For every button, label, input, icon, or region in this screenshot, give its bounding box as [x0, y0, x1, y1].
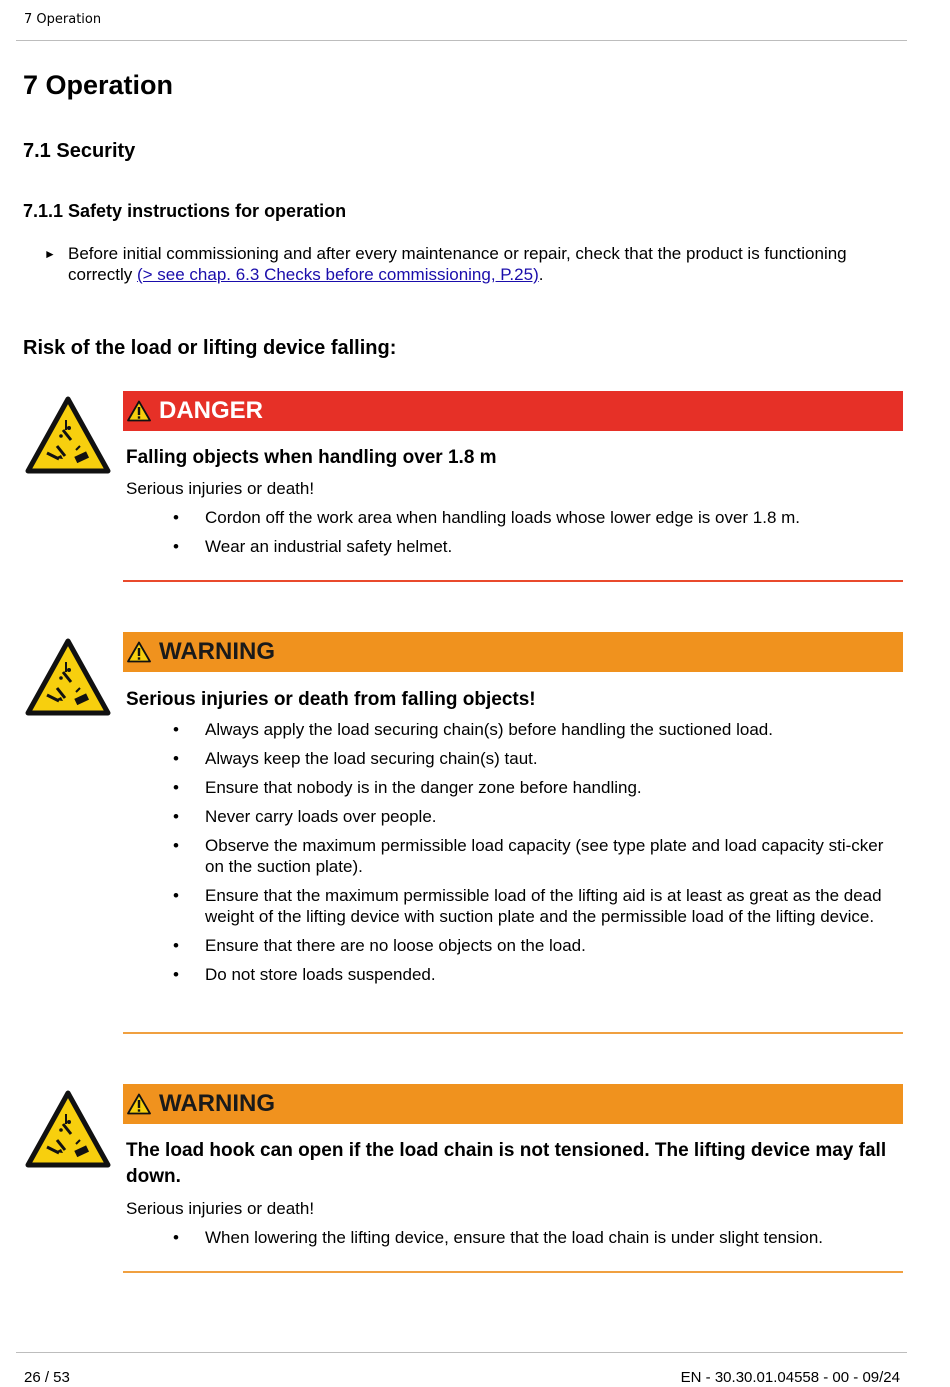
notice-bullet-list — [126, 719, 896, 993]
section-title: 7.1 Security — [23, 140, 136, 162]
notice-end-rule — [123, 1032, 903, 1034]
falling-objects-warning-sign-icon — [25, 396, 111, 474]
list-item: • Cordon off the work area when handling loads whose lower edge is over 1.8 m. — [126, 507, 896, 528]
banner-level: WARNING — [159, 638, 275, 665]
notice-title: The load hook can open if the load chain is not tensioned. The lifting device may fall down. — [126, 1140, 887, 1187]
notice-bullet-list — [126, 507, 896, 565]
banner-level: WARNING — [159, 1090, 275, 1117]
page-number: 26 / 53 — [24, 1369, 70, 1386]
risk-heading: Risk of the load or lifting device falling: — [23, 337, 397, 359]
list-item: • When lowering the lifting device, ensure that the load chain is under slight tension. — [126, 1227, 896, 1248]
banner-level: DANGER — [159, 397, 264, 424]
list-item: • Observe the maximum permissible load capacity (see type plate and load capacity sti-cker on the suction plate). — [126, 835, 896, 877]
notice-title: Falling objects when handling over 1.8 m — [126, 447, 497, 468]
list-item: • Do not store loads suspended. — [126, 964, 896, 985]
list-item: • Always keep the load securing chain(s) taut. — [126, 748, 896, 769]
running-header: 7 Operation — [24, 12, 102, 27]
warning-triangle-icon — [127, 641, 151, 663]
footer-divider — [16, 1352, 907, 1353]
instruction-text-after: . — [538, 265, 544, 284]
warning-banner — [123, 632, 903, 672]
instruction-text-before: Before initial commissioning and after every maintenance or repair, check that the product is functioning correctly — [68, 244, 847, 284]
notice-consequence: Serious injuries or death! — [126, 479, 315, 498]
chapter-reference-link[interactable]: (> see chap. 6.3 Checks before commissioning, P.25) — [136, 265, 539, 284]
list-item: • Always apply the load securing chain(s) before handling the suctioned load. — [126, 719, 896, 740]
list-item: • Never carry loads over people. — [126, 806, 896, 827]
list-item: • Ensure that nobody is in the danger zone before handling. — [126, 777, 896, 798]
notice-end-rule — [123, 580, 903, 582]
falling-objects-warning-sign-icon — [25, 638, 111, 716]
warning-triangle-icon — [127, 400, 151, 422]
warning-banner — [123, 1084, 903, 1124]
chapter-title: 7 Operation — [23, 70, 174, 100]
notice-end-rule — [123, 1271, 903, 1273]
subsection-title: 7.1.1 Safety instructions for operation — [23, 201, 347, 221]
notice-title: Serious injuries or death from falling objects! — [126, 689, 536, 710]
triangle-right-icon: ► — [44, 247, 56, 261]
list-item: • Wear an industrial safety helmet. — [126, 536, 896, 557]
notice-bullet-list — [126, 1227, 896, 1256]
list-item: • Ensure that the maximum permissible load of the lifting aid is at least as great as the dead weight of the lifting device with suction plate and the permissible load of the lifting device. — [126, 885, 896, 927]
danger-banner — [123, 391, 903, 431]
notice-consequence: Serious injuries or death! — [126, 1199, 315, 1218]
header-divider — [16, 40, 907, 41]
falling-objects-warning-sign-icon — [25, 1090, 111, 1168]
document-reference: EN - 30.30.01.04558 - 00 - 09/24 — [680, 1369, 900, 1386]
list-item: • Ensure that there are no loose objects on the load. — [126, 935, 896, 956]
warning-triangle-icon — [127, 1093, 151, 1115]
instruction-text — [68, 243, 898, 285]
